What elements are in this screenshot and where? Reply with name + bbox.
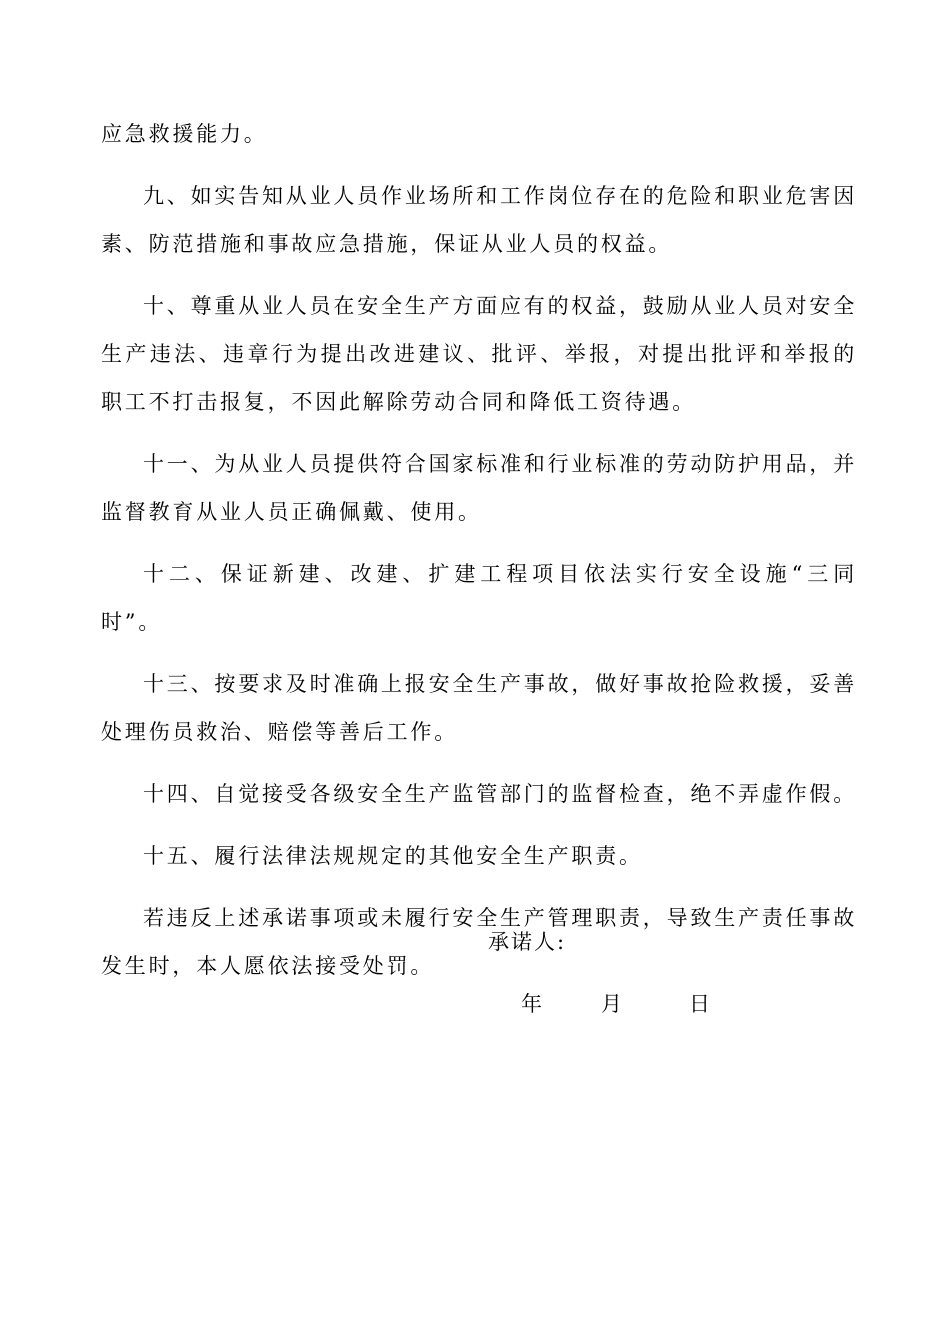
paragraph-item-10: 十、尊重从业人员在安全生产方面应有的权益，鼓励从业人员对安全生产违法、违章行为提出改进建议、批评、举报，对提出批评和举报的职工不打击报复，不因此解除劳动合同和降低工资待遇。 (101, 294, 857, 414)
document-body (101, 110, 857, 1004)
paragraph-item-12: 十二、保证新建、改建、扩建工程项目依法实行安全设施“三同时”。 (101, 562, 857, 634)
paragraph-continuation: 应急救援能力。 (101, 122, 268, 146)
date-month-label: 月 (601, 992, 622, 1016)
paragraph-item-14: 十四、自觉接受各级安全生产监管部门的监督检查，绝不弄虚作假。 (143, 782, 857, 806)
signature-label: 承诺人: (488, 930, 567, 954)
paragraph-item-11: 十一、为从业人员提供符合国家标准和行业标准的劳动防护用品，并监督教育从业人员正确佩戴、使用。 (101, 452, 857, 524)
paragraph-closing: 若违反上述承诺事项或未履行安全生产管理职责，导致生产责任事故发生时，本人愿依法接受处罚。 (101, 906, 857, 978)
date-day-label: 日 (689, 992, 710, 1016)
paragraph-item-9: 九、如实告知从业人员作业场所和工作岗位存在的危险和职业危害因素、防范措施和事故应急措施，保证从业人员的权益。 (101, 184, 857, 256)
paragraph-item-15: 十五、履行法律法规规定的其他安全生产职责。 (143, 844, 643, 868)
date-year-label: 年 (521, 992, 542, 1016)
paragraph-item-13: 十三、按要求及时准确上报安全生产事故，做好事故抢险救援，妥善处理伤员救治、赔偿等善后工作。 (101, 672, 857, 744)
